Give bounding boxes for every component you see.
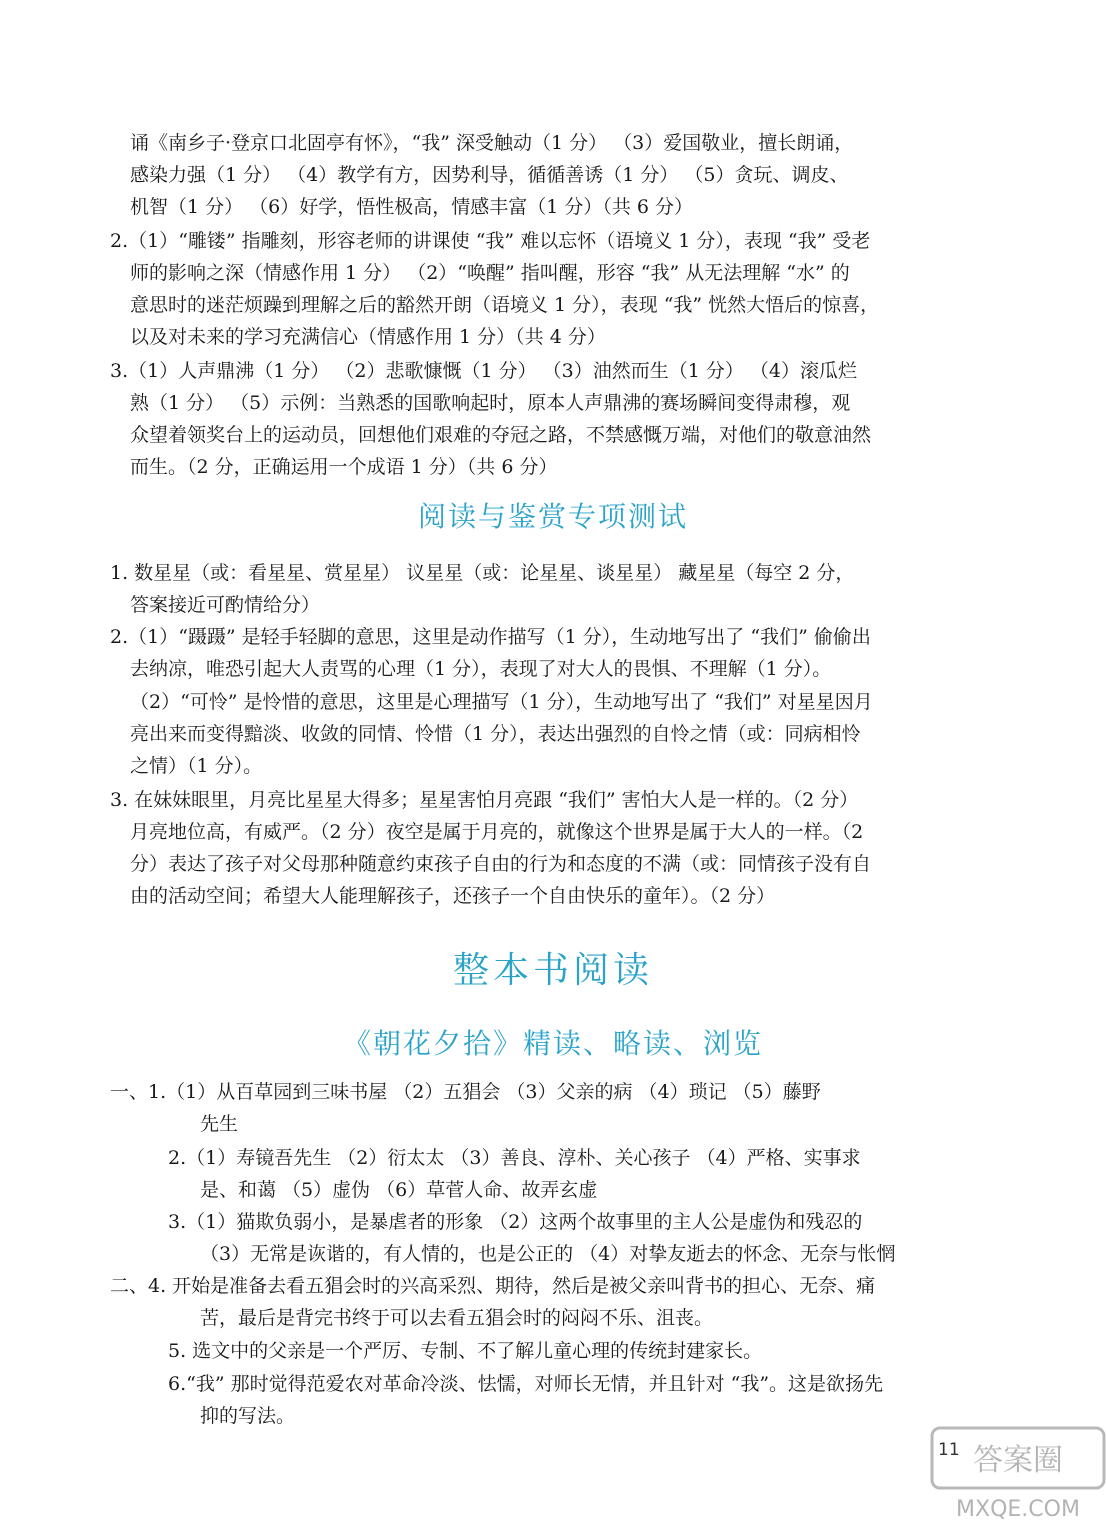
text-line: 亮出来而变得黯淡、收敛的同情、怜惜（1 分），表达出强烈的自怜之情（或：同病相怜 — [130, 723, 861, 745]
text-line: 师的影响之深（情感作用 1 分） （2）“唤醒” 指叫醒，形容 “我” 从无法理解 “水” 的 — [130, 262, 850, 284]
svg-text:MXQE.COM: MXQE.COM — [956, 1497, 1080, 1522]
text-line: 月亮地位高，有威严。（2 分）夜空是属于月亮的，就像这个世界是属于大人的一样。（2 — [130, 821, 864, 843]
text-line: 而生。（2 分，正确运用一个成语 1 分）（共 6 分） — [130, 456, 558, 478]
text-line: 抑的写法。 — [200, 1405, 296, 1427]
section-title-zhaohua: 《朝花夕拾》精读、略读、浏览 — [342, 1027, 763, 1060]
text-line: 先生 — [200, 1113, 239, 1135]
text-line: 熟（1 分） （5）示例：当熟悉的国歌响起时，原本人声鼎沸的赛场瞬间变得肃穆，观 — [130, 392, 851, 414]
text-line: 2.（1）“蹑蹑” 是轻手轻脚的意思，这里是动作描写（1 分），生动地写出了 “我们” 偷偷出 — [110, 626, 871, 648]
text-line: 诵《南乡子·登京口北固亭有怀》，“我” 深受触动（1 分） （3）爱国敬业，擅长朗诵， — [130, 132, 854, 154]
text-line: 感染力强（1 分） （4）教学有方，因势利导，循循善诱（1 分） （5）贪玩、调皮、 — [130, 164, 849, 186]
text-line: 2.（1）“雕镂” 指雕刻，形容老师的讲课使 “我” 难以忘怀（语境义 1 分），表现 “我” 受老 — [110, 230, 871, 252]
text-line: 一、1.（1）从百草园到三味书屋 （2）五猖会 （3）父亲的病 （4）琐记 （5）藤野 — [110, 1081, 821, 1103]
svg-text:答案圈: 答案圈 — [973, 1443, 1063, 1478]
watermark-logo — [930, 1418, 1106, 1528]
section-title-reading-test: 阅读与鉴赏专项测试 — [417, 500, 688, 533]
text-line: 分）表达了孩子对父母那种随意约束孩子自由的行为和态度的不满（或：同情孩子没有自 — [130, 853, 872, 875]
text-line: 之情）（1 分）。 — [130, 755, 263, 777]
text-line: 二、4. 开始是准备去看五猖会时的兴高采烈、期待，然后是被父亲叫背书的担心、无奈、痛 — [110, 1275, 876, 1297]
text-line: 机智（1 分） （6）好学，悟性极高，情感丰富（1 分）（共 6 分） — [130, 196, 694, 218]
text-line: 3.（1）猫欺负弱小，是暴虐者的形象 （2）这两个故事里的主人公是虚伪和残忍的 — [168, 1211, 863, 1233]
text-line: （2）“可怜” 是怜惜的意思，这里是心理描写（1 分），生动地写出了 “我们” 对星星因月 — [130, 691, 873, 713]
text-line: 意思时的迷茫烦躁到理解之后的豁然开朗（语境义 1 分），表现 “我” 恍然大悟后的惊喜， — [130, 294, 880, 316]
text-line: 1. 数星星（或：看星星、赏星星） 议星星（或：论星星、谈星星） 藏星星（每空 2 分， — [110, 562, 855, 584]
text-line: 众望着领奖台上的运动员，回想他们艰难的夺冠之路，不禁感慨万端，对他们的敬意油然 — [130, 424, 872, 446]
text-line: 去纳凉，唯恐引起大人责骂的心理（1 分），表现了对大人的畏惧、不理解（1 分）。 — [130, 658, 832, 680]
text-line: 苦，最后是背完书终于可以去看五猖会时的闷闷不乐、沮丧。 — [200, 1307, 714, 1329]
text-line: 答案接近可酌情给分） — [130, 594, 321, 616]
text-line: 3.（1）人声鼎沸（1 分） （2）悲歌慷慨（1 分） （3）油然而生（1 分） （4）滚瓜烂 — [110, 360, 857, 382]
text-line: （3）无常是诙谐的，有人情的，也是公正的 （4）对挚友逝去的怀念、无奈与怅惘 — [200, 1243, 896, 1265]
text-line: 以及对未来的学习充满信心（情感作用 1 分）（共 4 分） — [130, 326, 606, 348]
section-title-whole-book: 整本书阅读 — [452, 950, 653, 991]
text-line: 5. 选文中的父亲是一个严厉、专制、不了解儿童心理的传统封建家长。 — [168, 1340, 763, 1362]
text-line: 6.“我” 那时觉得范爱农对革命冷淡、怯懦，对师长无情，并且针对 “我”。这是欲扬先 — [168, 1373, 884, 1395]
text-line: 2.（1）寿镜吾先生 （2）衍太太 （3）善良、淳朴、关心孩子 （4）严格、实事求 — [168, 1147, 861, 1169]
page-number: 11 — [938, 1440, 960, 1460]
text-line: 3. 在妹妹眼里，月亮比星星大得多；星星害怕月亮跟 “我们” 害怕大人是一样的。（2 分） — [110, 789, 859, 811]
text-line: 由的活动空间；希望大人能理解孩子，还孩子一个自由快乐的童年）。（2 分） — [130, 885, 776, 907]
text-line: 是、和蔼 （5）虚伪 （6）草菅人命、故弄玄虚 — [200, 1179, 598, 1201]
